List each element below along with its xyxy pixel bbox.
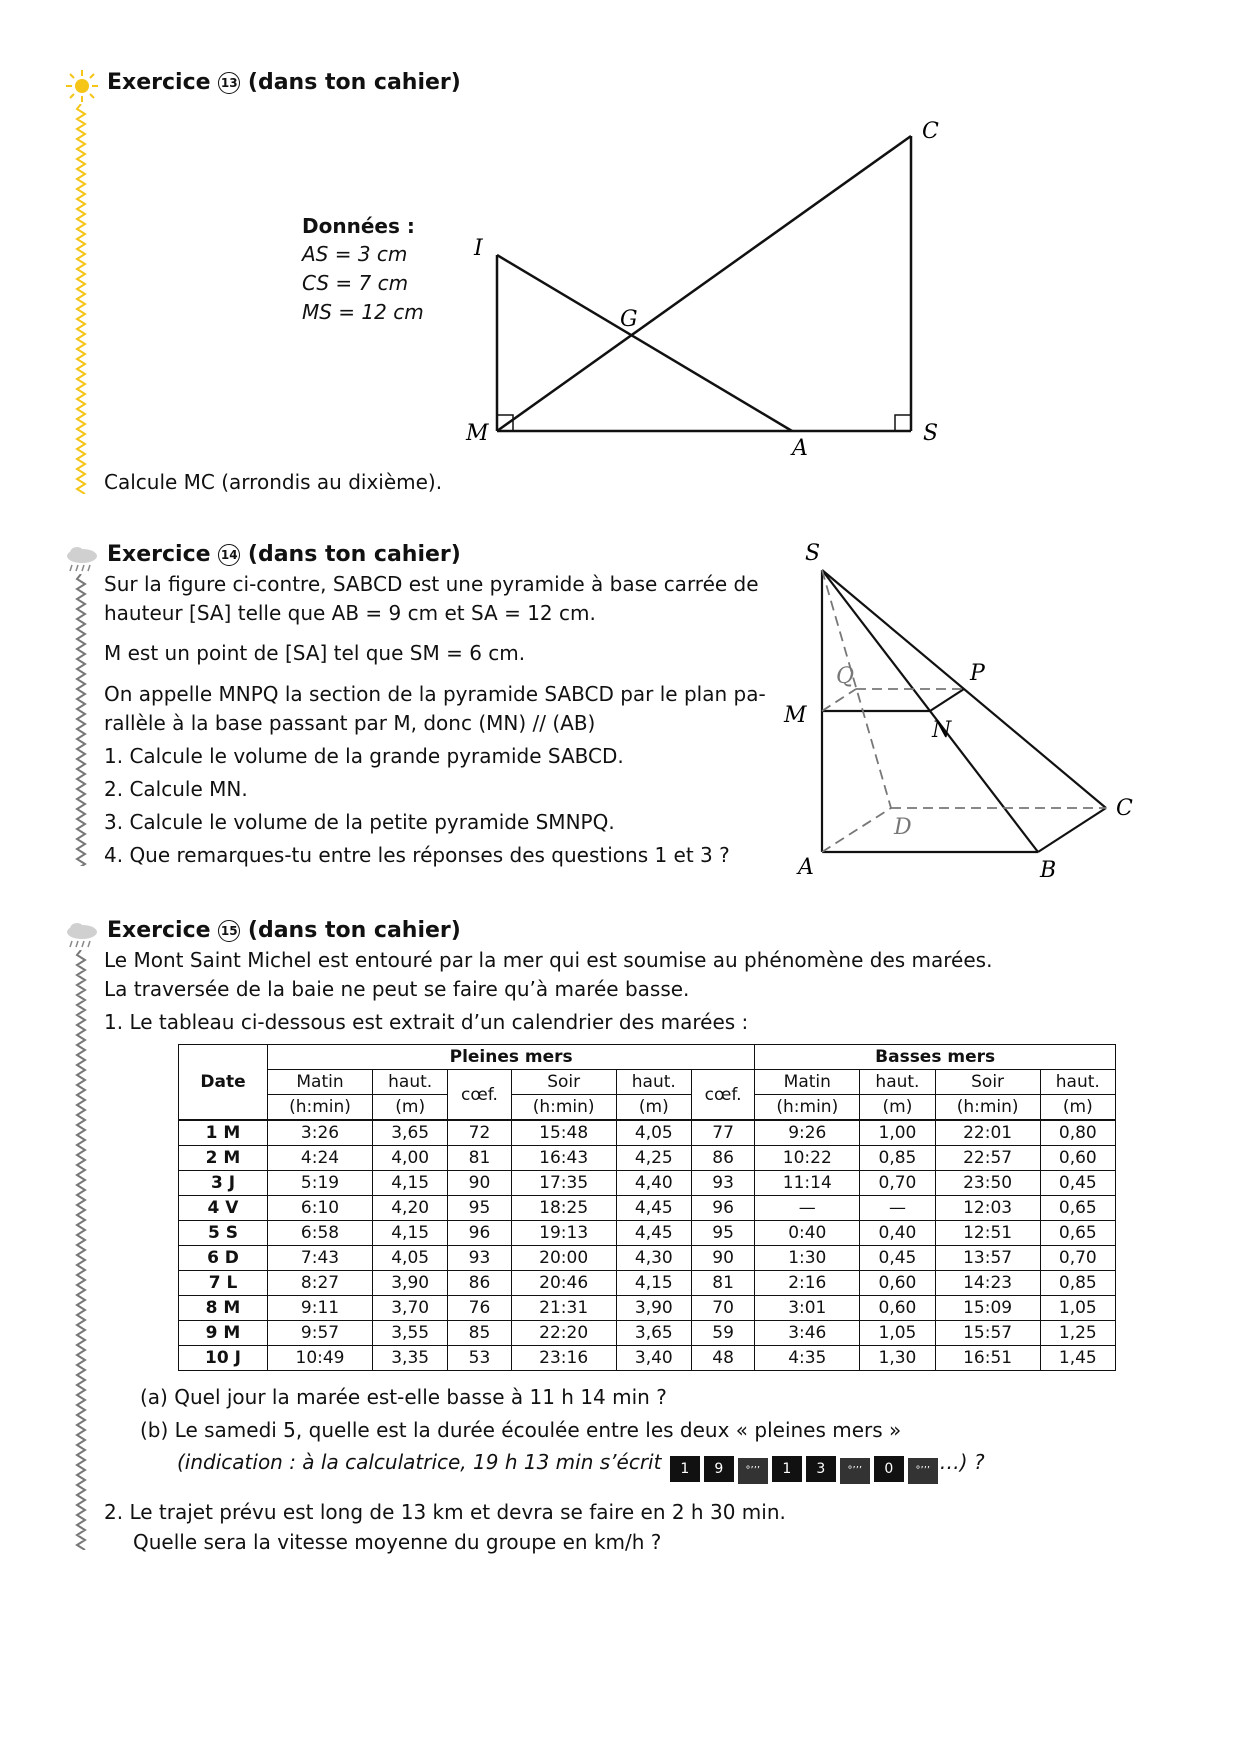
point-label-Q: Q	[836, 664, 855, 689]
col-header: Soir	[511, 1070, 616, 1095]
table-cell: 4,20	[373, 1196, 448, 1221]
table-cell: 9:26	[755, 1120, 860, 1146]
table-cell: 4,15	[616, 1271, 691, 1296]
ex15-question-b: (b) Le samedi 5, quelle est la durée écoulée entre les deux « pleines mers »	[140, 1418, 902, 1442]
ex14-item: 1. Calcule le volume de la grande pyramide SABCD.	[104, 744, 624, 768]
calculator-key: 1	[772, 1456, 802, 1482]
table-cell: —	[860, 1196, 935, 1221]
group-header-pleines: Pleines mers	[268, 1045, 755, 1070]
table-cell: 8:27	[268, 1271, 373, 1296]
table-cell: 90	[691, 1246, 754, 1271]
table-cell: 93	[448, 1246, 511, 1271]
cloud-rain-icon	[64, 544, 100, 574]
ex14-text: Sur la figure ci-contre, SABCD est une pyramide à base carrée de	[104, 572, 759, 596]
ex13-figure	[440, 110, 960, 470]
col-unit: (m)	[373, 1095, 448, 1121]
table-cell: 4,45	[616, 1196, 691, 1221]
table-cell: 5:19	[268, 1171, 373, 1196]
date-cell: 1 M	[179, 1120, 268, 1146]
table-cell: 96	[448, 1221, 511, 1246]
date-cell: 6 D	[179, 1246, 268, 1271]
table-cell: 23:50	[935, 1171, 1040, 1196]
table-row	[179, 1246, 1116, 1271]
table-cell: 4,05	[616, 1120, 691, 1146]
table-cell: 4,15	[373, 1171, 448, 1196]
table-cell: 0,40	[860, 1221, 935, 1246]
date-cell: 9 M	[179, 1321, 268, 1346]
table-cell: 72	[448, 1120, 511, 1146]
table-cell: 3,35	[373, 1346, 448, 1371]
point-label-C: C	[1116, 796, 1133, 821]
ex14-pyramid-figure	[770, 530, 1140, 890]
table-row	[179, 1346, 1116, 1371]
ex14-text: rallèle à la base passant par M, donc (MN) // (AB)	[104, 711, 596, 735]
table-cell: 4,30	[616, 1246, 691, 1271]
tide-table	[178, 1044, 1116, 1371]
table-cell: 21:31	[511, 1296, 616, 1321]
table-cell: 3,90	[373, 1271, 448, 1296]
table-cell: 77	[691, 1120, 754, 1146]
table-row	[179, 1146, 1116, 1171]
point-label-A: A	[798, 855, 814, 880]
segment-MC	[497, 136, 911, 431]
ex14-item: 4. Que remarques-tu entre les réponses des questions 1 et 3 ?	[104, 843, 730, 867]
table-cell: 15:09	[935, 1296, 1040, 1321]
table-cell: 2:16	[755, 1271, 860, 1296]
table-cell: —	[755, 1196, 860, 1221]
col-unit: (m)	[860, 1095, 935, 1121]
table-cell: 12:51	[935, 1221, 1040, 1246]
table-cell: 81	[448, 1146, 511, 1171]
table-cell: 4,15	[373, 1221, 448, 1246]
table-cell: 22:01	[935, 1120, 1040, 1146]
col-unit: (h:min)	[935, 1095, 1040, 1121]
margin-zigzag-grey	[74, 574, 88, 866]
sun-icon	[64, 68, 100, 104]
table-cell: 19:13	[511, 1221, 616, 1246]
table-cell: 16:51	[935, 1346, 1040, 1371]
ex14-text: M est un point de [SA] tel que SM = 6 cm.	[104, 641, 526, 665]
table-cell: 4:24	[268, 1146, 373, 1171]
table-cell: 86	[691, 1146, 754, 1171]
table-cell: 0,60	[1040, 1146, 1115, 1171]
calculator-key: °’’’	[738, 1458, 768, 1484]
table-cell: 0,80	[1040, 1120, 1115, 1146]
calculator-key: 0	[874, 1456, 904, 1482]
table-cell: 4,40	[616, 1171, 691, 1196]
point-label-M: M	[466, 421, 489, 446]
col-header: haut.	[373, 1070, 448, 1095]
table-cell: 95	[448, 1196, 511, 1221]
table-cell: 53	[448, 1346, 511, 1371]
table-cell: 4:35	[755, 1346, 860, 1371]
ex14-title: Exercice 14 (dans ton cahier)	[107, 542, 461, 567]
table-cell: 15:48	[511, 1120, 616, 1146]
margin-zigzag-yellow	[74, 104, 88, 494]
ex14-text: hauteur [SA] telle que AB = 9 cm et SA = 12 cm.	[104, 601, 596, 625]
calculator-key: °’’’	[840, 1458, 870, 1484]
point-label-S: S	[923, 421, 939, 446]
table-row	[179, 1296, 1116, 1321]
ex15-question-1: 1. Le tableau ci-dessous est extrait d’un calendrier des marées :	[104, 1010, 749, 1034]
table-cell: 15:57	[935, 1321, 1040, 1346]
ex14-number: 14	[218, 544, 240, 566]
group-header-basses: Basses mers	[755, 1045, 1116, 1070]
table-cell: 3,70	[373, 1296, 448, 1321]
col-header: Soir	[935, 1070, 1040, 1095]
table-cell: 1,30	[860, 1346, 935, 1371]
table-cell: 76	[448, 1296, 511, 1321]
ex15-title: Exercice 15 (dans ton cahier)	[107, 918, 461, 943]
table-cell: 1,25	[1040, 1321, 1115, 1346]
calculator-key: °’’’	[908, 1458, 938, 1484]
table-cell: 16:43	[511, 1146, 616, 1171]
date-cell: 3 J	[179, 1171, 268, 1196]
table-cell: 6:10	[268, 1196, 373, 1221]
table-cell: 13:57	[935, 1246, 1040, 1271]
table-row	[179, 1120, 1116, 1146]
table-cell: 96	[691, 1196, 754, 1221]
table-cell: 0,65	[1040, 1221, 1115, 1246]
calculator-key: 1	[670, 1456, 700, 1482]
table-cell: 1,45	[1040, 1346, 1115, 1371]
ex15-question-2: Quelle sera la vitesse moyenne du groupe en km/h ?	[133, 1530, 662, 1554]
table-cell: 0,60	[860, 1271, 935, 1296]
ex13-question: Calcule MC (arrondis au dixième).	[104, 470, 443, 494]
point-label-C: C	[922, 119, 939, 144]
point-label-B: B	[1040, 858, 1057, 883]
table-cell: 3,55	[373, 1321, 448, 1346]
ex15-question-2: 2. Le trajet prévu est long de 13 km et devra se faire en 2 h 30 min.	[104, 1500, 786, 1524]
table-cell: 22:20	[511, 1321, 616, 1346]
table-cell: 59	[691, 1321, 754, 1346]
table-cell: 9:57	[268, 1321, 373, 1346]
segment-IA	[497, 255, 792, 431]
ex14-item: 3. Calcule le volume de la petite pyramide SMNPQ.	[104, 810, 615, 834]
table-cell: 0,65	[1040, 1196, 1115, 1221]
date-cell: 5 S	[179, 1221, 268, 1246]
table-cell: 18:25	[511, 1196, 616, 1221]
table-row	[179, 1321, 1116, 1346]
col-header: haut.	[860, 1070, 935, 1095]
table-cell: 10:49	[268, 1346, 373, 1371]
table-cell: 3:46	[755, 1321, 860, 1346]
col-header: Matin	[268, 1070, 373, 1095]
table-cell: 0,60	[860, 1296, 935, 1321]
ex13-data-line: AS = 3 cm	[302, 242, 408, 266]
table-cell: 0,45	[860, 1246, 935, 1271]
table-cell: 0,85	[1040, 1271, 1115, 1296]
table-cell: 17:35	[511, 1171, 616, 1196]
ex14-item: 2. Calcule MN.	[104, 777, 248, 801]
table-row	[179, 1171, 1116, 1196]
point-label-I: I	[474, 236, 483, 261]
calculator-key: 9	[704, 1456, 734, 1482]
table-cell: 4,05	[373, 1246, 448, 1271]
table-cell: 1:30	[755, 1246, 860, 1271]
ex13-data-line: MS = 12 cm	[302, 300, 424, 324]
date-cell: 2 M	[179, 1146, 268, 1171]
table-cell: 1,00	[860, 1120, 935, 1146]
ex14-text: On appelle MNPQ la section de la pyramide SABCD par le plan pa-	[104, 682, 766, 706]
table-cell: 3:26	[268, 1120, 373, 1146]
right-angle-S	[895, 415, 911, 431]
date-cell: 7 L	[179, 1271, 268, 1296]
col-header: cœf.	[448, 1070, 511, 1121]
table-cell: 7:43	[268, 1246, 373, 1271]
cloud-rain-icon	[64, 920, 100, 950]
calculator-key: 3	[806, 1456, 836, 1482]
table-row	[179, 1271, 1116, 1296]
col-unit: (m)	[1040, 1095, 1115, 1121]
table-cell: 23:16	[511, 1346, 616, 1371]
ex15-number: 15	[218, 920, 240, 942]
table-cell: 20:00	[511, 1246, 616, 1271]
date-cell: 10 J	[179, 1346, 268, 1371]
table-cell: 85	[448, 1321, 511, 1346]
col-header-date: Date	[179, 1045, 268, 1121]
table-cell: 22:57	[935, 1146, 1040, 1171]
table-cell: 3:01	[755, 1296, 860, 1321]
table-cell: 3,65	[373, 1120, 448, 1146]
table-cell: 0,45	[1040, 1171, 1115, 1196]
col-header: cœf.	[691, 1070, 754, 1121]
table-cell: 9:11	[268, 1296, 373, 1321]
table-cell: 11:14	[755, 1171, 860, 1196]
table-row	[179, 1196, 1116, 1221]
date-cell: 8 M	[179, 1296, 268, 1321]
ex15-question-a: (a) Quel jour la marée est-elle basse à 11 h 14 min ?	[140, 1385, 667, 1409]
point-label-M: M	[784, 703, 807, 728]
point-label-N: N	[932, 718, 952, 743]
point-label-G: G	[620, 307, 638, 332]
table-cell: 3,90	[616, 1296, 691, 1321]
ex13-data-line: CS = 7 cm	[302, 271, 409, 295]
table-cell: 4,45	[616, 1221, 691, 1246]
table-cell: 0,70	[1040, 1246, 1115, 1271]
table-cell: 48	[691, 1346, 754, 1371]
table-cell: 93	[691, 1171, 754, 1196]
table-cell: 1,05	[860, 1321, 935, 1346]
calculator-keys	[668, 1450, 940, 1477]
col-header: haut.	[616, 1070, 691, 1095]
table-cell: 1,05	[1040, 1296, 1115, 1321]
point-label-S: S	[805, 541, 821, 566]
table-row	[179, 1221, 1116, 1246]
table-cell: 95	[691, 1221, 754, 1246]
point-label-P: P	[970, 661, 985, 686]
ex13-title: Exercice 13 (dans ton cahier)	[107, 70, 461, 95]
margin-zigzag-grey	[74, 950, 88, 1550]
table-cell: 81	[691, 1271, 754, 1296]
table-cell: 3,65	[616, 1321, 691, 1346]
ex13-number: 13	[218, 72, 240, 94]
table-cell: 86	[448, 1271, 511, 1296]
date-cell: 4 V	[179, 1196, 268, 1221]
table-cell: 4,25	[616, 1146, 691, 1171]
col-unit: (m)	[616, 1095, 691, 1121]
point-label-D: D	[894, 815, 912, 840]
col-unit: (h:min)	[511, 1095, 616, 1121]
col-unit: (h:min)	[755, 1095, 860, 1121]
ex15-intro: Le Mont Saint Michel est entouré par la mer qui est soumise au phénomène des marées.	[104, 948, 993, 972]
table-cell: 90	[448, 1171, 511, 1196]
table-cell: 10:22	[755, 1146, 860, 1171]
table-cell: 6:58	[268, 1221, 373, 1246]
ex13-data-heading: Données :	[302, 214, 415, 238]
ex15-hint: (indication : à la calculatrice, 19 h 13 min s’écrit 1 9 °’’’ 1 3 °’’’ 0 °’’’ …) ?	[177, 1450, 985, 1484]
col-header: Matin	[755, 1070, 860, 1095]
table-cell: 12:03	[935, 1196, 1040, 1221]
table-cell: 0,85	[860, 1146, 935, 1171]
point-label-A: A	[792, 436, 808, 461]
table-cell: 4,00	[373, 1146, 448, 1171]
table-cell: 0,70	[860, 1171, 935, 1196]
table-cell: 3,40	[616, 1346, 691, 1371]
col-header: haut.	[1040, 1070, 1115, 1095]
col-unit: (h:min)	[268, 1095, 373, 1121]
table-cell: 70	[691, 1296, 754, 1321]
table-cell: 20:46	[511, 1271, 616, 1296]
table-cell: 0:40	[755, 1221, 860, 1246]
table-cell: 14:23	[935, 1271, 1040, 1296]
ex15-intro: La traversée de la baie ne peut se faire qu’à marée basse.	[104, 977, 690, 1001]
